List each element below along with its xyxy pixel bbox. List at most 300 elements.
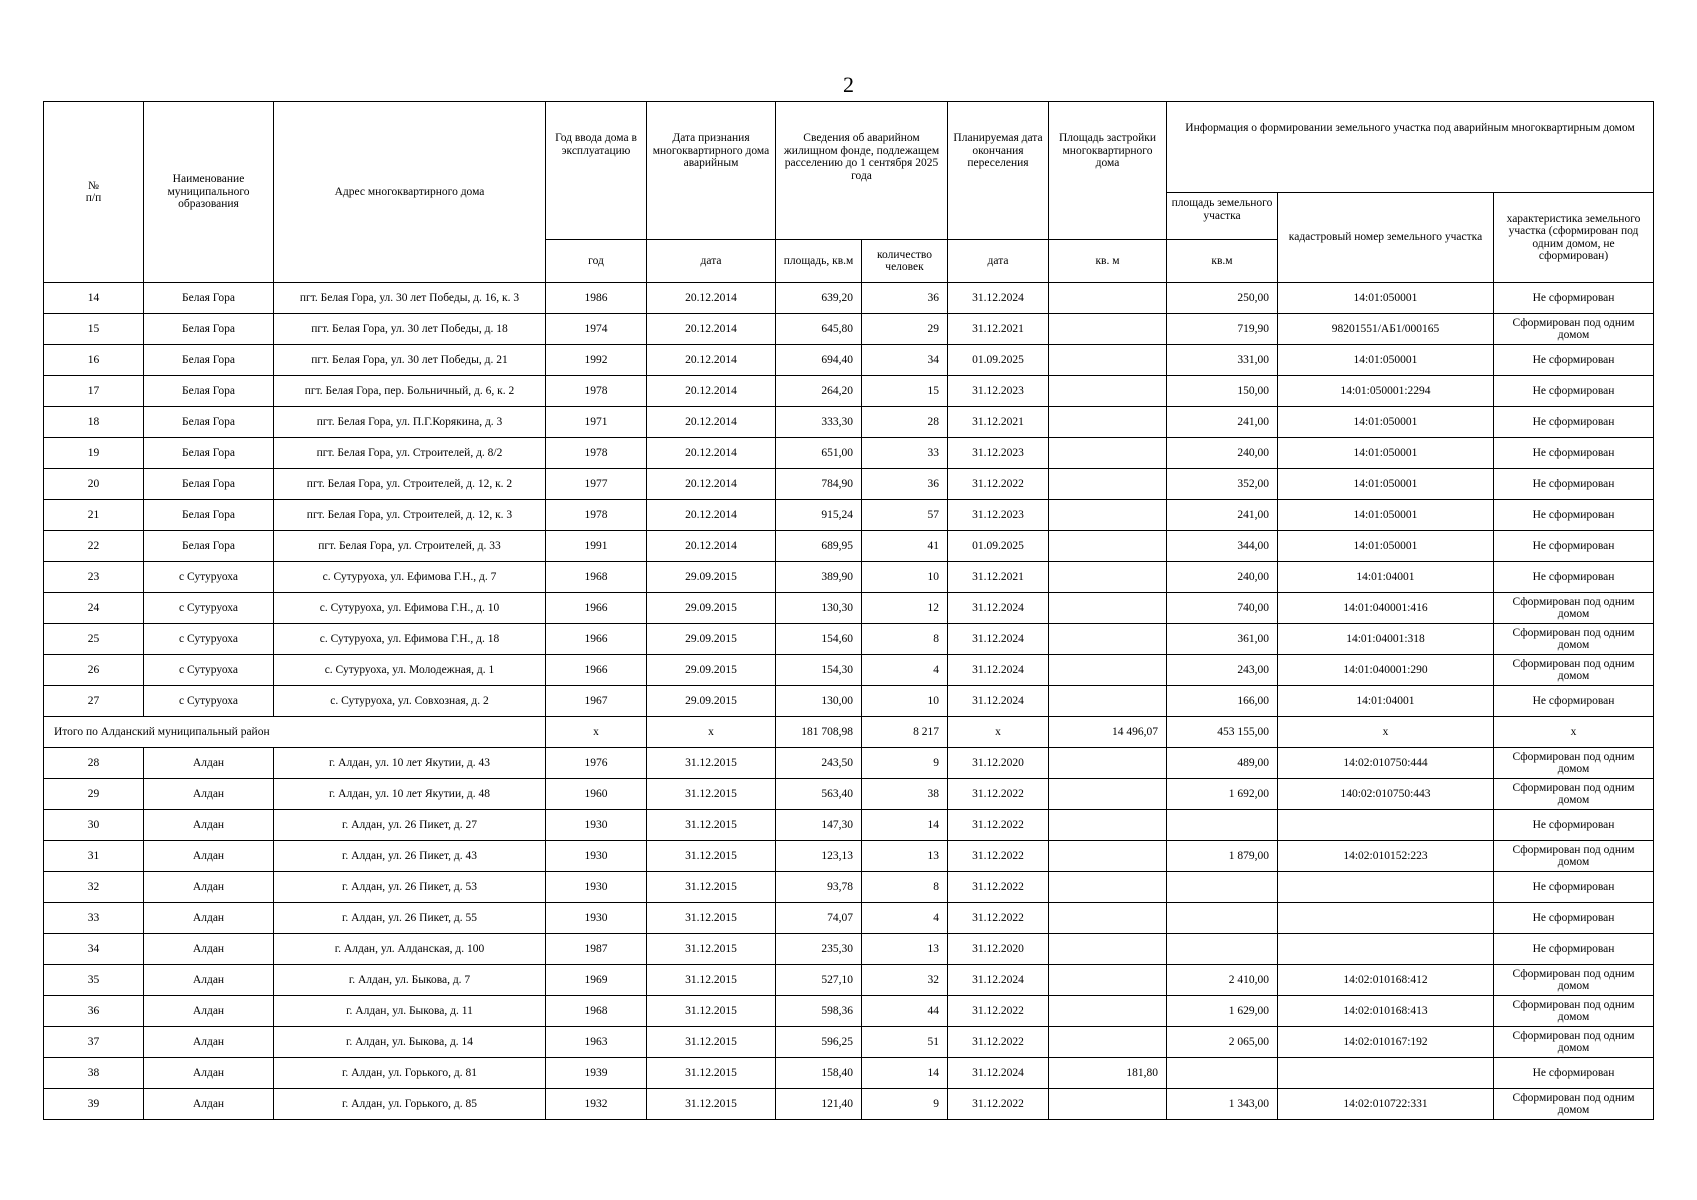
row-address: г. Алдан, ул. Быкова, д. 11 <box>274 996 546 1027</box>
row-land-char: Сформирован под одним домом <box>1494 655 1654 686</box>
row-land-area: 1 879,00 <box>1167 841 1278 872</box>
row-land-char: Не сформирован <box>1494 376 1654 407</box>
row-municipality: Алдан <box>144 748 274 779</box>
row-cadastral <box>1278 872 1494 903</box>
row-planned-end: 31.12.2022 <box>948 1089 1049 1120</box>
row-area: 598,36 <box>776 996 862 1027</box>
row-land-char: Сформирован под одним домом <box>1494 1027 1654 1058</box>
row-land-area: 331,00 <box>1167 345 1278 376</box>
row-year: 1991 <box>546 531 647 562</box>
header-num: № п/п <box>44 102 144 283</box>
row-emergency-date: 31.12.2015 <box>647 996 776 1027</box>
total-build: 14 496,07 <box>1049 717 1167 748</box>
row-area: 784,90 <box>776 469 862 500</box>
unit-sqm-2: кв.м <box>1167 240 1278 283</box>
row-land-char: Сформирован под одним домом <box>1494 841 1654 872</box>
row-people: 13 <box>862 841 948 872</box>
row-build-area <box>1049 593 1167 624</box>
row-planned-end: 31.12.2022 <box>948 996 1049 1027</box>
row-number: 37 <box>44 1027 144 1058</box>
table-row <box>44 624 1654 655</box>
row-year: 1966 <box>546 655 647 686</box>
row-land-area: 740,00 <box>1167 593 1278 624</box>
header-fund-info: Сведения об аварийном жилищном фонде, подлежащем расселению до 1 сентября 2025 года <box>776 102 948 240</box>
table-row <box>44 376 1654 407</box>
row-municipality: Белая Гора <box>144 500 274 531</box>
row-area: 333,30 <box>776 407 862 438</box>
row-planned-end: 31.12.2024 <box>948 624 1049 655</box>
row-emergency-date: 20.12.2014 <box>647 469 776 500</box>
row-year: 1930 <box>546 810 647 841</box>
row-land-area: 489,00 <box>1167 748 1278 779</box>
row-planned-end: 31.12.2020 <box>948 934 1049 965</box>
row-year: 1939 <box>546 1058 647 1089</box>
row-people: 44 <box>862 996 948 1027</box>
table-row <box>44 810 1654 841</box>
row-build-area <box>1049 903 1167 934</box>
row-emergency-date: 20.12.2014 <box>647 314 776 345</box>
row-emergency-date: 20.12.2014 <box>647 500 776 531</box>
row-cadastral: 14:01:040001:416 <box>1278 593 1494 624</box>
row-planned-end: 31.12.2023 <box>948 376 1049 407</box>
row-emergency-date: 31.12.2015 <box>647 903 776 934</box>
row-people: 10 <box>862 686 948 717</box>
row-year: 1976 <box>546 748 647 779</box>
row-area: 158,40 <box>776 1058 862 1089</box>
row-land-char: Не сформирован <box>1494 686 1654 717</box>
row-area: 235,30 <box>776 934 862 965</box>
row-cadastral: 98201551/АБ1/000165 <box>1278 314 1494 345</box>
row-area: 130,30 <box>776 593 862 624</box>
row-land-area: 250,00 <box>1167 283 1278 314</box>
row-number: 14 <box>44 283 144 314</box>
row-planned-end: 31.12.2024 <box>948 965 1049 996</box>
row-municipality: Алдан <box>144 779 274 810</box>
row-emergency-date: 31.12.2015 <box>647 872 776 903</box>
table-row <box>44 469 1654 500</box>
row-planned-end: 31.12.2022 <box>948 903 1049 934</box>
row-land-char: Не сформирован <box>1494 345 1654 376</box>
row-land-area: 240,00 <box>1167 438 1278 469</box>
row-land-char: Не сформирован <box>1494 531 1654 562</box>
row-emergency-date: 20.12.2014 <box>647 345 776 376</box>
table-row <box>44 562 1654 593</box>
row-build-area <box>1049 500 1167 531</box>
row-emergency-date: 29.09.2015 <box>647 593 776 624</box>
row-emergency-date: 29.09.2015 <box>647 624 776 655</box>
header-municipality: Наименование муниципального образования <box>144 102 274 283</box>
row-address: г. Алдан, ул. 10 лет Якутии, д. 48 <box>274 779 546 810</box>
total-end: x <box>948 717 1049 748</box>
row-year: 1969 <box>546 965 647 996</box>
row-number: 15 <box>44 314 144 345</box>
row-people: 4 <box>862 903 948 934</box>
row-number: 38 <box>44 1058 144 1089</box>
row-area: 154,60 <box>776 624 862 655</box>
row-address: с. Сутуруоха, ул. Совхозная, д. 2 <box>274 686 546 717</box>
row-area: 130,00 <box>776 686 862 717</box>
row-year: 1968 <box>546 562 647 593</box>
row-people: 28 <box>862 407 948 438</box>
row-municipality: с Сутуруоха <box>144 593 274 624</box>
row-planned-end: 31.12.2020 <box>948 748 1049 779</box>
row-municipality: Алдан <box>144 996 274 1027</box>
row-build-area <box>1049 376 1167 407</box>
row-planned-end: 31.12.2022 <box>948 872 1049 903</box>
table-row <box>44 841 1654 872</box>
row-build-area <box>1049 624 1167 655</box>
row-area: 645,80 <box>776 314 862 345</box>
row-number: 19 <box>44 438 144 469</box>
row-build-area <box>1049 965 1167 996</box>
table-row <box>44 934 1654 965</box>
row-land-char: Не сформирован <box>1494 469 1654 500</box>
row-cadastral: 14:02:010168:413 <box>1278 996 1494 1027</box>
row-municipality: Алдан <box>144 810 274 841</box>
row-number: 32 <box>44 872 144 903</box>
row-number: 21 <box>44 500 144 531</box>
row-emergency-date: 31.12.2015 <box>647 1089 776 1120</box>
row-address: пгт. Белая Гора, пер. Больничный, д. 6, к. 2 <box>274 376 546 407</box>
row-people: 15 <box>862 376 948 407</box>
row-land-area <box>1167 903 1278 934</box>
row-year: 1968 <box>546 996 647 1027</box>
row-number: 28 <box>44 748 144 779</box>
row-planned-end: 31.12.2022 <box>948 841 1049 872</box>
row-area: 694,40 <box>776 345 862 376</box>
total-area: 181 708,98 <box>776 717 862 748</box>
row-number: 20 <box>44 469 144 500</box>
unit-people: количество человек <box>862 240 948 283</box>
unit-year: год <box>546 240 647 283</box>
header-planned-end: Планируемая дата окончания переселения <box>948 102 1049 240</box>
row-number: 25 <box>44 624 144 655</box>
row-area: 527,10 <box>776 965 862 996</box>
row-land-area <box>1167 810 1278 841</box>
row-area: 651,00 <box>776 438 862 469</box>
header-year: Год ввода дома в эксплуатацию <box>546 102 647 240</box>
row-land-area: 361,00 <box>1167 624 1278 655</box>
row-cadastral: 14:01:050001 <box>1278 345 1494 376</box>
row-year: 1978 <box>546 438 647 469</box>
row-cadastral <box>1278 1058 1494 1089</box>
row-land-area: 241,00 <box>1167 500 1278 531</box>
row-municipality: Алдан <box>144 965 274 996</box>
row-planned-end: 31.12.2022 <box>948 779 1049 810</box>
row-emergency-date: 20.12.2014 <box>647 407 776 438</box>
row-build-area <box>1049 996 1167 1027</box>
row-address: пгт. Белая Гора, ул. Строителей, д. 12, к. 2 <box>274 469 546 500</box>
row-land-char: Не сформирован <box>1494 438 1654 469</box>
row-area: 915,24 <box>776 500 862 531</box>
row-land-area <box>1167 872 1278 903</box>
row-emergency-date: 31.12.2015 <box>647 1058 776 1089</box>
row-year: 1930 <box>546 872 647 903</box>
row-emergency-date: 31.12.2015 <box>647 779 776 810</box>
row-people: 34 <box>862 345 948 376</box>
row-planned-end: 31.12.2021 <box>948 407 1049 438</box>
row-build-area <box>1049 872 1167 903</box>
row-build-area <box>1049 314 1167 345</box>
table-row <box>44 996 1654 1027</box>
row-land-area: 1 343,00 <box>1167 1089 1278 1120</box>
table-row <box>44 779 1654 810</box>
row-people: 29 <box>862 314 948 345</box>
row-area: 243,50 <box>776 748 862 779</box>
row-build-area: 181,80 <box>1049 1058 1167 1089</box>
row-planned-end: 31.12.2024 <box>948 655 1049 686</box>
row-year: 1977 <box>546 469 647 500</box>
row-number: 17 <box>44 376 144 407</box>
row-area: 93,78 <box>776 872 862 903</box>
row-number: 34 <box>44 934 144 965</box>
row-address: пгт. Белая Гора, ул. 30 лет Победы, д. 18 <box>274 314 546 345</box>
row-land-char: Не сформирован <box>1494 810 1654 841</box>
unit-sqm: кв. м <box>1049 240 1167 283</box>
row-build-area <box>1049 779 1167 810</box>
row-land-area: 150,00 <box>1167 376 1278 407</box>
row-cadastral <box>1278 934 1494 965</box>
row-address: г. Алдан, ул. Алданская, д. 100 <box>274 934 546 965</box>
row-people: 57 <box>862 500 948 531</box>
total-year: x <box>546 717 647 748</box>
row-land-char: Сформирован под одним домом <box>1494 593 1654 624</box>
row-cadastral <box>1278 903 1494 934</box>
row-area: 563,40 <box>776 779 862 810</box>
row-planned-end: 31.12.2024 <box>948 1058 1049 1089</box>
row-land-area: 2 065,00 <box>1167 1027 1278 1058</box>
row-build-area <box>1049 531 1167 562</box>
row-municipality: Белая Гора <box>144 438 274 469</box>
row-year: 1986 <box>546 283 647 314</box>
row-build-area <box>1049 345 1167 376</box>
row-people: 14 <box>862 810 948 841</box>
emergency-housing-table <box>43 101 1654 1120</box>
row-land-char: Сформирован под одним домом <box>1494 965 1654 996</box>
row-build-area <box>1049 438 1167 469</box>
row-planned-end: 31.12.2024 <box>948 593 1049 624</box>
row-land-char: Не сформирован <box>1494 562 1654 593</box>
row-people: 36 <box>862 283 948 314</box>
row-build-area <box>1049 1089 1167 1120</box>
row-area: 121,40 <box>776 1089 862 1120</box>
row-planned-end: 31.12.2022 <box>948 1027 1049 1058</box>
row-land-char: Не сформирован <box>1494 500 1654 531</box>
row-emergency-date: 29.09.2015 <box>647 655 776 686</box>
row-planned-end: 31.12.2021 <box>948 314 1049 345</box>
header-land-info: Информация о формировании земельного участка под аварийным многоквартирным домом <box>1167 102 1654 193</box>
row-build-area <box>1049 283 1167 314</box>
row-land-area: 1 692,00 <box>1167 779 1278 810</box>
table-row <box>44 686 1654 717</box>
row-address: с. Сутуруоха, ул. Молодежная, д. 1 <box>274 655 546 686</box>
row-municipality: Белая Гора <box>144 314 274 345</box>
row-emergency-date: 31.12.2015 <box>647 965 776 996</box>
row-cadastral: 14:01:04001 <box>1278 562 1494 593</box>
row-land-char: Не сформирован <box>1494 1058 1654 1089</box>
row-people: 4 <box>862 655 948 686</box>
row-emergency-date: 31.12.2015 <box>647 748 776 779</box>
row-people: 32 <box>862 965 948 996</box>
row-number: 24 <box>44 593 144 624</box>
row-municipality: Алдан <box>144 1027 274 1058</box>
row-cadastral <box>1278 810 1494 841</box>
table-row <box>44 438 1654 469</box>
row-cadastral: 14:01:040001:290 <box>1278 655 1494 686</box>
row-area: 639,20 <box>776 283 862 314</box>
total-date: x <box>647 717 776 748</box>
table-body-part-1 <box>44 283 1654 717</box>
table-row <box>44 748 1654 779</box>
row-address: пгт. Белая Гора, ул. Строителей, д. 12, к. 3 <box>274 500 546 531</box>
row-number: 23 <box>44 562 144 593</box>
total-people: 8 217 <box>862 717 948 748</box>
row-land-char: Сформирован под одним домом <box>1494 1089 1654 1120</box>
row-emergency-date: 20.12.2014 <box>647 438 776 469</box>
row-land-char: Не сформирован <box>1494 407 1654 438</box>
row-people: 9 <box>862 1089 948 1120</box>
row-planned-end: 31.12.2024 <box>948 283 1049 314</box>
row-land-char: Не сформирован <box>1494 283 1654 314</box>
row-municipality: Белая Гора <box>144 376 274 407</box>
row-people: 51 <box>862 1027 948 1058</box>
row-address: пгт. Белая Гора, ул. Строителей, д. 8/2 <box>274 438 546 469</box>
header-emergency-date: Дата признания многоквартирного дома аварийным <box>647 102 776 240</box>
row-emergency-date: 29.09.2015 <box>647 686 776 717</box>
header-build-area: Площадь застройки многоквартирного дома <box>1049 102 1167 240</box>
row-build-area <box>1049 469 1167 500</box>
table-row <box>44 531 1654 562</box>
row-cadastral: 14:01:050001 <box>1278 469 1494 500</box>
row-land-char: Сформирован под одним домом <box>1494 779 1654 810</box>
table-row <box>44 903 1654 934</box>
header-cadastral: кадастровый номер земельного участка <box>1278 193 1494 283</box>
row-address: пгт. Белая Гора, ул. 30 лет Победы, д. 16, к. 3 <box>274 283 546 314</box>
row-address: г. Алдан, ул. 26 Пикет, д. 53 <box>274 872 546 903</box>
row-land-area: 241,00 <box>1167 407 1278 438</box>
row-cadastral: 14:01:050001 <box>1278 438 1494 469</box>
row-year: 1974 <box>546 314 647 345</box>
row-planned-end: 01.09.2025 <box>948 531 1049 562</box>
row-planned-end: 31.12.2022 <box>948 810 1049 841</box>
row-number: 33 <box>44 903 144 934</box>
row-address: пгт. Белая Гора, ул. Строителей, д. 33 <box>274 531 546 562</box>
table-row <box>44 655 1654 686</box>
row-cadastral: 14:01:050001:2294 <box>1278 376 1494 407</box>
row-address: г. Алдан, ул. Быкова, д. 14 <box>274 1027 546 1058</box>
unit-date-2: дата <box>948 240 1049 283</box>
row-people: 9 <box>862 748 948 779</box>
row-build-area <box>1049 748 1167 779</box>
row-municipality: с Сутуруоха <box>144 562 274 593</box>
row-address: г. Алдан, ул. Горького, д. 81 <box>274 1058 546 1089</box>
row-municipality: Белая Гора <box>144 283 274 314</box>
header-land-char: характеристика земельного участка (сформирован под одним домом, не сформирован) <box>1494 193 1654 283</box>
total-cad: x <box>1278 717 1494 748</box>
row-build-area <box>1049 841 1167 872</box>
row-address: г. Алдан, ул. 26 Пикет, д. 55 <box>274 903 546 934</box>
row-land-char: Не сформирован <box>1494 934 1654 965</box>
row-build-area <box>1049 407 1167 438</box>
row-municipality: Белая Гора <box>144 469 274 500</box>
total-label: Итого по Алданский муниципальный район <box>44 717 546 748</box>
row-number: 36 <box>44 996 144 1027</box>
row-number: 27 <box>44 686 144 717</box>
row-municipality: Белая Гора <box>144 531 274 562</box>
row-year: 1978 <box>546 376 647 407</box>
row-emergency-date: 20.12.2014 <box>647 531 776 562</box>
row-area: 264,20 <box>776 376 862 407</box>
row-land-char: Не сформирован <box>1494 903 1654 934</box>
row-people: 13 <box>862 934 948 965</box>
row-year: 1966 <box>546 593 647 624</box>
row-emergency-date: 31.12.2015 <box>647 841 776 872</box>
row-people: 38 <box>862 779 948 810</box>
row-address: г. Алдан, ул. 10 лет Якутии, д. 43 <box>274 748 546 779</box>
row-cadastral: 14:01:050001 <box>1278 500 1494 531</box>
total-row <box>44 717 1654 748</box>
row-year: 1966 <box>546 624 647 655</box>
row-number: 29 <box>44 779 144 810</box>
row-land-area: 719,90 <box>1167 314 1278 345</box>
row-cadastral: 14:02:010167:192 <box>1278 1027 1494 1058</box>
total-land: 453 155,00 <box>1167 717 1278 748</box>
table-row <box>44 1058 1654 1089</box>
row-land-area: 243,00 <box>1167 655 1278 686</box>
row-municipality: с Сутуруоха <box>144 624 274 655</box>
row-land-char: Сформирован под одним домом <box>1494 996 1654 1027</box>
row-address: г. Алдан, ул. 26 Пикет, д. 43 <box>274 841 546 872</box>
table-row <box>44 1027 1654 1058</box>
row-cadastral: 14:01:050001 <box>1278 283 1494 314</box>
row-year: 1930 <box>546 903 647 934</box>
row-number: 31 <box>44 841 144 872</box>
row-planned-end: 31.12.2023 <box>948 438 1049 469</box>
page-number: 2 <box>843 72 854 97</box>
header-land-area: площадь земельного участка <box>1167 193 1278 240</box>
row-year: 1930 <box>546 841 647 872</box>
row-build-area <box>1049 810 1167 841</box>
row-cadastral: 14:01:050001 <box>1278 531 1494 562</box>
row-number: 35 <box>44 965 144 996</box>
row-area: 123,13 <box>776 841 862 872</box>
table-row <box>44 872 1654 903</box>
unit-area: площадь, кв.м <box>776 240 862 283</box>
row-emergency-date: 31.12.2015 <box>647 1027 776 1058</box>
row-emergency-date: 29.09.2015 <box>647 562 776 593</box>
row-build-area <box>1049 562 1167 593</box>
row-municipality: Алдан <box>144 841 274 872</box>
row-area: 154,30 <box>776 655 862 686</box>
row-year: 1932 <box>546 1089 647 1120</box>
row-land-area: 1 629,00 <box>1167 996 1278 1027</box>
row-municipality: с Сутуруоха <box>144 655 274 686</box>
table-header <box>44 102 1654 283</box>
header-address: Адрес многоквартирного дома <box>274 102 546 283</box>
row-municipality: Алдан <box>144 1089 274 1120</box>
row-number: 39 <box>44 1089 144 1120</box>
row-people: 14 <box>862 1058 948 1089</box>
row-build-area <box>1049 1027 1167 1058</box>
row-year: 1978 <box>546 500 647 531</box>
row-address: г. Алдан, ул. 26 Пикет, д. 27 <box>274 810 546 841</box>
table-row <box>44 500 1654 531</box>
row-area: 689,95 <box>776 531 862 562</box>
row-land-char: Сформирован под одним домом <box>1494 624 1654 655</box>
row-municipality: Алдан <box>144 872 274 903</box>
total-char: x <box>1494 717 1654 748</box>
table-row <box>44 1089 1654 1120</box>
